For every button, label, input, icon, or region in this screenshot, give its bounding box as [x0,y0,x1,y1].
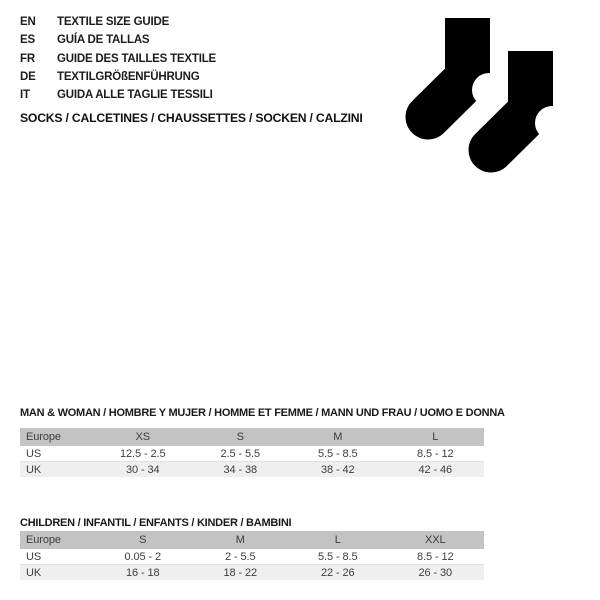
language-row-de [20,68,216,86]
language-code: EN [20,16,36,29]
region-cell: US [20,446,94,462]
column-header-size: L [289,531,387,549]
size-table-children [20,531,484,580]
region-cell: US [20,549,94,565]
size-cell: 8.5 - 12 [387,549,485,565]
column-header-size: L [387,428,485,446]
table-header-row [20,428,484,446]
language-label: GUIDA ALLE TAGLIE TESSILI [57,89,213,102]
language-code: DE [20,71,36,84]
sock-right [491,51,569,150]
table-row-us [20,549,484,565]
column-header-size: XS [94,428,192,446]
size-table-man-woman [20,428,484,477]
size-cell: 30 - 34 [94,462,192,478]
column-header-region: Europe [20,531,94,549]
column-header-size: XXL [387,531,485,549]
table-title-man-woman: MAN & WOMAN / HOMBRE Y MUJER / HOMME ET FEMME / MANN UND FRAU / UOMO E DONNA [20,407,505,419]
language-row-fr [20,50,216,68]
size-cell: 0.05 - 2 [94,549,192,565]
product-category-line: SOCKS / CALCETINES / CHAUSSETTES / SOCKEN / CALZINI [20,111,363,125]
socks-icon [402,12,574,178]
size-cell: 22 - 26 [289,565,387,581]
size-cell: 18 - 22 [192,565,290,581]
size-cell: 5.5 - 8.5 [289,549,387,565]
language-code: IT [20,89,30,102]
table-row-uk [20,462,484,478]
table-title-children: CHILDREN / INFANTIL / ENFANTS / KINDER / BAMBINI [20,517,292,529]
column-header-size: M [289,428,387,446]
language-label: GUIDE DES TAILLES TEXTILE [57,52,216,65]
size-cell: 12.5 - 2.5 [94,446,192,462]
language-row-es [20,31,216,49]
size-cell: 8.5 - 12 [387,446,485,462]
size-cell: 38 - 42 [289,462,387,478]
table-row-us [20,446,484,462]
language-label: TEXTILGRÖßENFÜHRUNG [57,71,200,84]
size-cell: 5.5 - 8.5 [289,446,387,462]
column-header-size: S [192,428,290,446]
language-list [20,13,216,104]
language-label: TEXTILE SIZE GUIDE [57,16,170,29]
region-cell: UK [20,565,94,581]
size-cell: 2 - 5.5 [192,549,290,565]
region-cell: UK [20,462,94,478]
language-row-it [20,86,216,104]
size-cell: 16 - 18 [94,565,192,581]
size-cell: 42 - 46 [387,462,485,478]
column-header-size: S [94,531,192,549]
size-cell: 34 - 38 [192,462,290,478]
size-cell: 2.5 - 5.5 [192,446,290,462]
table-header-row [20,531,484,549]
column-header-size: M [192,531,290,549]
table-row-uk [20,565,484,581]
language-code: FR [20,52,35,65]
language-label: GUÍA DE TALLAS [57,34,150,47]
language-row-en [20,13,216,31]
size-cell: 26 - 30 [387,565,485,581]
column-header-region: Europe [20,428,94,446]
sock-left [428,18,506,117]
language-code: ES [20,34,35,47]
